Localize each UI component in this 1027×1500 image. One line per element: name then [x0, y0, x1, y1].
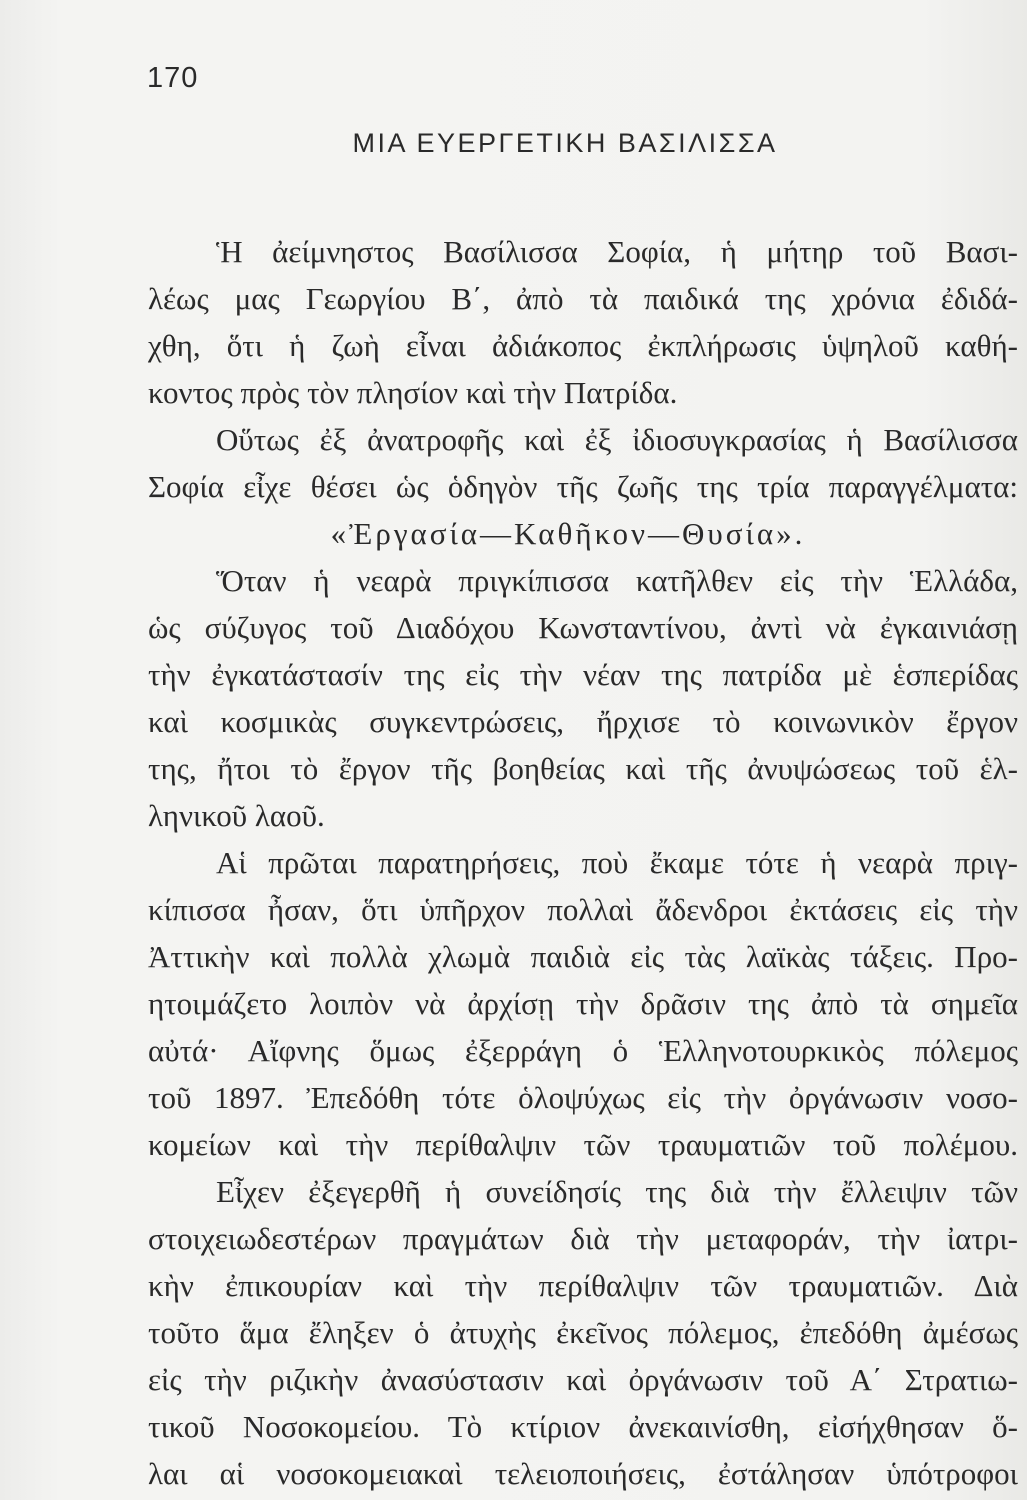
text-line: κομείων καὶ τὴν περίθαλψιν τῶν τραυματιῶν τοῦ πολέμου.	[148, 1127, 1018, 1162]
text-line: ὡς σύζυγος τοῦ Διαδόχου Κωνσταντίνου, ἀντὶ νὰ ἐγκαινιάσῃ	[148, 610, 1018, 645]
text-line: κίπισσα ἦσαν, ὅτι ὑπῆρχον πολλαὶ ἄδενδροι ἐκτάσεις εἰς τὴν	[148, 892, 1018, 927]
text-line: τοῦτο ἅμα ἔληξεν ὁ ἀτυχὴς ἐκεῖνος πόλεμος, ἐπεδόθη ἀμέσως	[148, 1315, 1018, 1350]
text-line: στοιχειωδεστέρων πραγμάτων διὰ τὴν μεταφοράν, τὴν ἰατρι-	[148, 1221, 1018, 1256]
text-line: Αἱ πρῶται παρατηρήσεις, ποὺ ἔκαμε τότε ἡ νεαρὰ πριγ-	[216, 845, 1018, 880]
text-line: ητοιμάζετο λοιπὸν νὰ ἀρχίσῃ τὴν δρᾶσιν της ἀπὸ τὰ σημεῖα	[148, 986, 1018, 1021]
motto-line: «Ἐργασία—Καθῆκον—Θυσία».	[330, 516, 806, 551]
text-line: Ἡ ἀείμνηστος Βασίλισσα Σοφία, ἡ μήτηρ τοῦ Βασι-	[216, 234, 1018, 269]
text-line: λέως μας Γεωργίου Β΄, ἀπὸ τὰ παιδικά της χρόνια ἐδιδά-	[148, 281, 1018, 316]
text-line: εἰς τὴν ριζικὴν ἀνασύστασιν καὶ ὀργάνωσιν τοῦ Α΄ Στρατιω-	[148, 1362, 1018, 1397]
text-line: κὴν ἐπικουρίαν καὶ τὴν περίθαλψιν τῶν τραυματιῶν. Διὰ	[148, 1268, 1018, 1303]
text-line: κοντος πρὸς τὸν πλησίον καὶ τὴν Πατρίδα.	[148, 375, 678, 410]
chapter-title: ΜΙΑ ΕΥΕΡΓΕΤΙΚΗ ΒΑΣΙΛΙΣΣΑ	[352, 128, 778, 158]
text-line: Εἶχεν ἐξεγερθῆ ἡ συνείδησίς της διὰ τὴν ἔλλειψιν τῶν	[216, 1174, 1018, 1209]
text-line: αὐτά· Αἴφνης ὅμως ἐξερράγη ὁ Ἑλληνοτουρκικὸς πόλεμος	[148, 1033, 1018, 1068]
page-number: 170	[147, 62, 199, 94]
text-line: Σοφία εἶχε θέσει ὡς ὁδηγὸν τῆς ζωῆς της τρία παραγγέλματα:	[148, 469, 1018, 504]
text-line: λαι αἱ νοσοκομειακαὶ τελειοποιήσεις, ἐστάλησαν ὑπότροφοι	[148, 1456, 1018, 1491]
body-text	[148, 228, 1018, 1497]
text-line: ληνικοῦ λαοῦ.	[148, 798, 325, 833]
text-line: τικοῦ Νοσοκομείου. Τὸ κτίριον ἀνεκαινίσθη, εἰσήχθησαν ὅ-	[148, 1409, 1018, 1444]
text-line: καὶ κοσμικὰς συγκεντρώσεις, ἤρχισε τὸ κοινωνικὸν ἔργον	[148, 704, 1018, 739]
text-line: Ὅταν ἡ νεαρὰ πριγκίπισσα κατῆλθεν εἰς τὴν Ἑλλάδα,	[216, 563, 1018, 598]
text-line: τὴν ἐγκατάστασίν της εἰς τὴν νέαν της πατρίδα μὲ ἑσπερίδας	[148, 657, 1018, 692]
text-line: Ἀττικὴν καὶ πολλὰ χλωμὰ παιδιὰ εἰς τὰς λαϊκὰς τάξεις. Προ-	[148, 939, 1018, 974]
text-line: της, ἤτοι τὸ ἔργον τῆς βοηθείας καὶ τῆς ἀνυψώσεως τοῦ ἑλ-	[148, 751, 1018, 786]
text-line: Οὕτως ἐξ ἀνατροφῆς καὶ ἐξ ἰδιοσυγκρασίας ἡ Βασίλισσα	[216, 422, 1018, 457]
text-line: χθη, ὅτι ἡ ζωὴ εἶναι ἀδιάκοπος ἐκπλήρωσις ὑψηλοῦ καθή-	[148, 328, 1018, 363]
text-line: τοῦ 1897. Ἐπεδόθη τότε ὁλοψύχως εἰς τὴν ὀργάνωσιν νοσο-	[148, 1080, 1018, 1115]
